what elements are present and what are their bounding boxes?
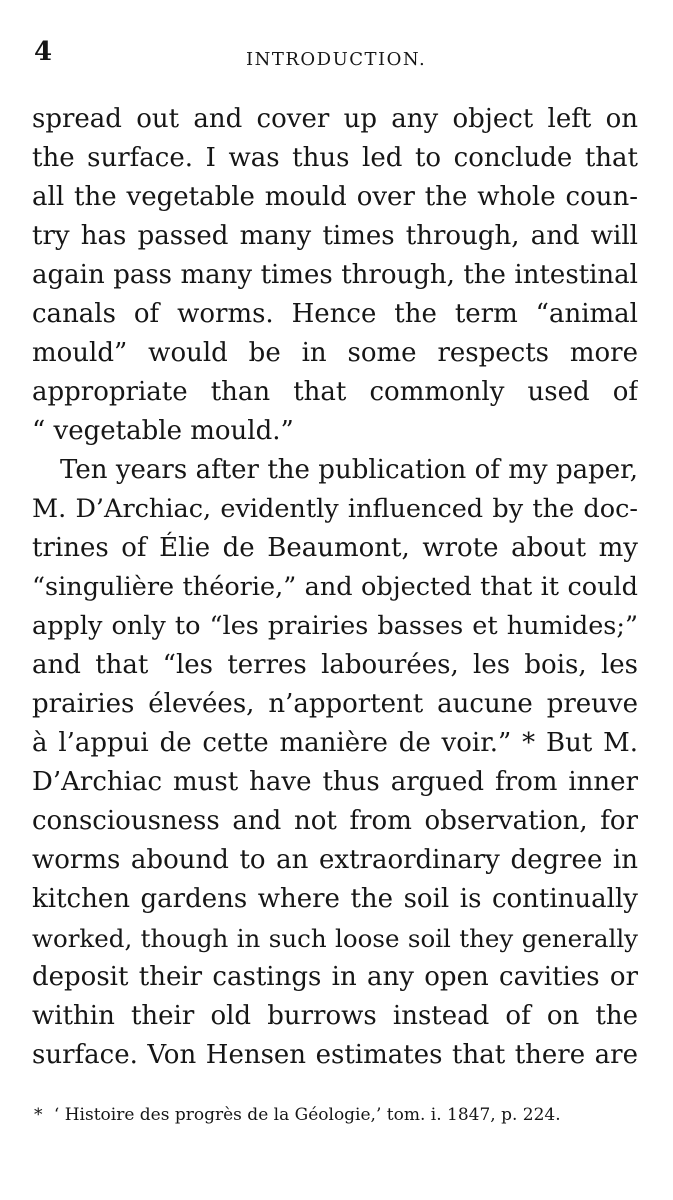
paragraph-1 — [32, 100, 638, 451]
footnote-mark: * — [34, 1105, 43, 1125]
text-line: “ vegetable mould.” — [32, 416, 294, 446]
text-line: deposit their castings in any open cavities or — [32, 962, 638, 992]
text-line: consciousness and not from observation, for — [32, 806, 638, 836]
text-line: and that “les terres labourées, les bois, les — [32, 650, 638, 680]
text-line: apply only to “les prairies basses et humides;” — [32, 611, 638, 641]
text-line: spread out and cover up any object left on — [32, 104, 638, 134]
text-line: canals of worms. Hence the term “animal — [32, 299, 638, 329]
text-line: trines of Élie de Beaumont, wrote about my — [32, 533, 638, 563]
text-line: all the vegetable mould over the whole coun- — [32, 182, 638, 212]
text-line: D’Archiac must have thus argued from inner — [32, 767, 638, 797]
text-line: within their old burrows instead of on the — [32, 1001, 638, 1031]
footnote — [34, 1103, 634, 1127]
text-line: à l’appui de cette manière de voir.” * But M. — [32, 728, 638, 758]
page-number: 4 — [34, 37, 53, 67]
text-line: prairies élevées, n’apportent aucune preuve — [32, 689, 638, 719]
text-line: again pass many times through, the intestinal — [32, 260, 638, 290]
text-line: mould” would be in some respects more — [32, 338, 638, 368]
text-line: worked, though in such loose soil they generally — [32, 924, 638, 953]
text-line: surface. Von Hensen estimates that there are — [32, 1040, 638, 1070]
text-line: Ten years after the publication of my paper, — [60, 455, 638, 485]
text-line: try has passed many times through, and will — [32, 221, 638, 251]
text-line: kitchen gardens where the soil is continually — [32, 884, 638, 914]
text-line: “singulière théorie,” and objected that it could — [32, 572, 638, 602]
running-head: INTRODUCTION. — [246, 49, 427, 70]
text-line: M. D’Archiac, evidently influenced by the doc- — [32, 494, 638, 524]
body-text — [32, 100, 638, 1075]
text-line: worms abound to an extraordinary degree in — [32, 845, 638, 875]
paragraph-2 — [32, 451, 638, 1075]
text-line: appropriate than that commonly used of — [32, 377, 638, 407]
page-header — [34, 36, 634, 76]
text-line: the surface. I was thus led to conclude that — [32, 143, 638, 173]
footnote-text: ‘ Histoire des progrès de la Géologie,’ tom. i. 1847, p. 224. — [53, 1105, 561, 1125]
